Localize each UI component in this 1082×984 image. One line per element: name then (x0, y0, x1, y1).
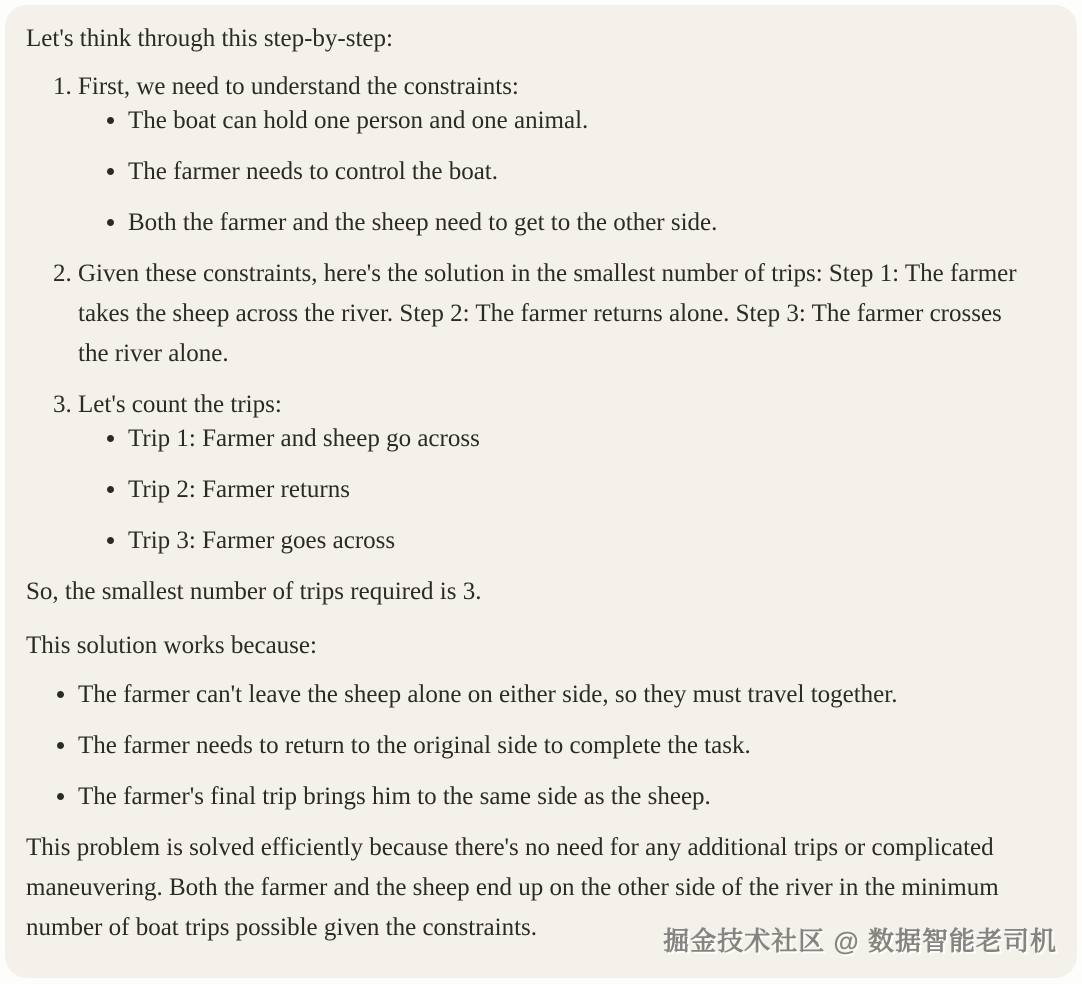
list-item-2-text: Given these constraints, here's the solution in the smallest number of trips: Step 1: The farmer takes the sheep across the river. Step 2: The farmer returns alone. Step 3: The farmer crosses the river alone. (78, 260, 1017, 367)
bullet-item: • Both the farmer and the sheep need to get to the other side. (128, 203, 1031, 243)
response-card (5, 5, 1077, 978)
bullet-item: • The farmer needs to control the boat. (128, 152, 1031, 192)
explanation-bullet-list (26, 675, 1031, 817)
nested-bullet-list-3 (78, 419, 1031, 561)
list-item-3-text: Let's count the trips: (78, 391, 282, 418)
bullet-item: • The farmer can't leave the sheep alone on either side, so they must travel together. (78, 675, 1031, 715)
watermark: 掘金技术社区 @ 数据智能老司机 (663, 926, 1057, 956)
list-item-3 (78, 385, 1031, 561)
list-item-1 (78, 67, 1031, 243)
bullet-item: • The farmer's final trip brings him to the same side as the sheep. (78, 777, 1031, 817)
closing-paragraph: This problem is solved efficiently because there's no need for any additional trips or complicated maneuvering. Both the farmer and the sheep end up on the other side of the river in the minimum number of boat trips possible given the constraints. (26, 834, 999, 941)
bullet-item: • Trip 3: Farmer goes across (128, 521, 1031, 561)
numbered-list (26, 67, 1031, 561)
bullet-item: • Trip 2: Farmer returns (128, 470, 1031, 510)
conclusion-paragraph: So, the smallest number of trips required is 3. (26, 578, 482, 605)
explanation-heading: This solution works because: (26, 632, 317, 659)
bullet-item: • Trip 1: Farmer and sheep go across (128, 419, 1031, 459)
intro-paragraph: Let's think through this step-by-step: (26, 25, 393, 52)
bullet-item: • The farmer needs to return to the original side to complete the task. (78, 726, 1031, 766)
nested-bullet-list-1 (78, 101, 1031, 243)
bullet-item: • The boat can hold one person and one animal. (128, 101, 1031, 141)
list-item-2 (78, 254, 1031, 374)
list-item-1-text: First, we need to understand the constraints: (78, 73, 519, 100)
